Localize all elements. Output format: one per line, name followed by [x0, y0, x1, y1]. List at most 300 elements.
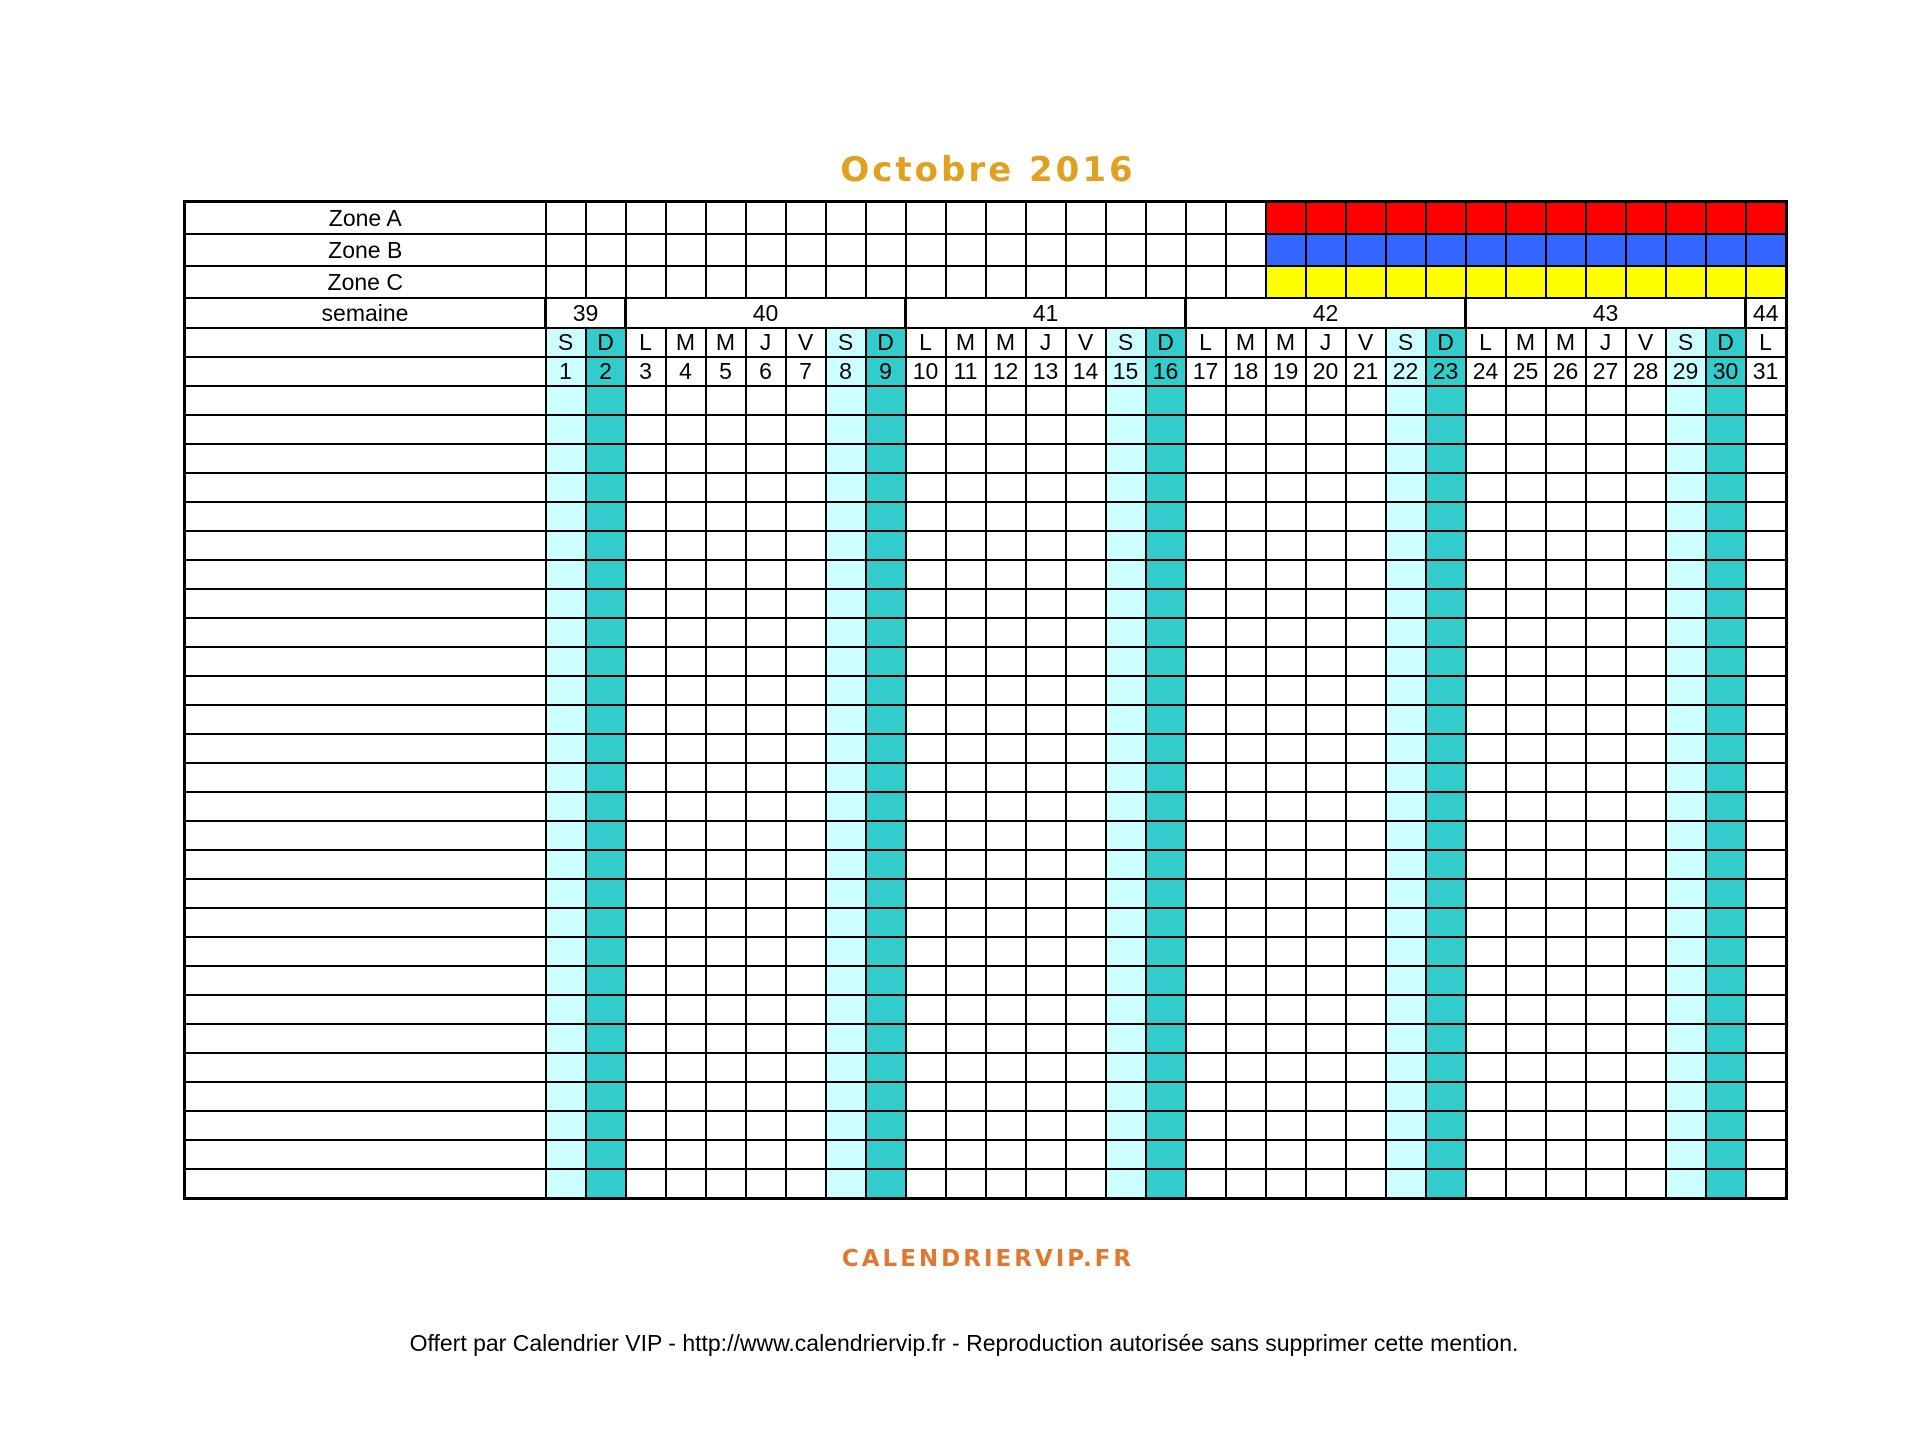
- planning-cell[interactable]: [1226, 850, 1266, 879]
- planning-cell[interactable]: [1146, 531, 1186, 560]
- planning-cell[interactable]: [626, 444, 666, 473]
- planning-cell[interactable]: [946, 676, 986, 705]
- planning-cell[interactable]: [826, 821, 866, 850]
- planning-cell[interactable]: [1266, 937, 1306, 966]
- planning-cell[interactable]: [1386, 589, 1426, 618]
- planning-cell[interactable]: [1426, 908, 1466, 937]
- planning-cell[interactable]: [1466, 415, 1506, 444]
- planning-cell[interactable]: [666, 1169, 706, 1199]
- planning-cell[interactable]: [786, 647, 826, 676]
- planning-cell[interactable]: [1026, 1140, 1066, 1169]
- planning-cell[interactable]: [1146, 1024, 1186, 1053]
- planning-cell[interactable]: [1666, 618, 1706, 647]
- planning-cell[interactable]: [706, 589, 746, 618]
- planning-cell[interactable]: [1746, 502, 1787, 531]
- planning-cell[interactable]: [1146, 1140, 1186, 1169]
- planning-cell[interactable]: [1746, 995, 1787, 1024]
- planning-cell[interactable]: [586, 1111, 626, 1140]
- planning-cell[interactable]: [1746, 1169, 1787, 1199]
- planning-cell[interactable]: [786, 444, 826, 473]
- planning-cell[interactable]: [1346, 502, 1386, 531]
- planning-cell[interactable]: [1266, 908, 1306, 937]
- planning-cell[interactable]: [1666, 444, 1706, 473]
- planning-cell[interactable]: [1586, 1169, 1626, 1199]
- planning-cell[interactable]: [1346, 1082, 1386, 1111]
- planning-cell[interactable]: [946, 618, 986, 647]
- planning-cell[interactable]: [1226, 560, 1266, 589]
- planning-cell[interactable]: [1146, 1053, 1186, 1082]
- planning-cell[interactable]: [1026, 908, 1066, 937]
- planning-cell[interactable]: [1026, 502, 1066, 531]
- planning-cell[interactable]: [746, 473, 786, 502]
- planning-cell[interactable]: [1426, 821, 1466, 850]
- planning-cell[interactable]: [906, 415, 946, 444]
- planning-cell[interactable]: [906, 850, 946, 879]
- planning-cell[interactable]: [746, 879, 786, 908]
- planning-cell[interactable]: [1426, 937, 1466, 966]
- planning-cell[interactable]: [1666, 792, 1706, 821]
- planning-cell[interactable]: [546, 821, 586, 850]
- planning-cell[interactable]: [546, 473, 586, 502]
- planning-cell[interactable]: [866, 1140, 906, 1169]
- planning-cell[interactable]: [666, 386, 706, 415]
- planning-cell[interactable]: [1186, 560, 1226, 589]
- planning-cell[interactable]: [706, 1169, 746, 1199]
- planning-cell[interactable]: [786, 1024, 826, 1053]
- planning-cell[interactable]: [706, 415, 746, 444]
- planning-cell[interactable]: [1746, 589, 1787, 618]
- planning-cell[interactable]: [746, 647, 786, 676]
- planning-cell[interactable]: [946, 966, 986, 995]
- planning-cell[interactable]: [826, 1082, 866, 1111]
- planning-cell[interactable]: [1386, 1053, 1426, 1082]
- planning-cell[interactable]: [706, 879, 746, 908]
- planning-cell[interactable]: [1666, 386, 1706, 415]
- planning-cell[interactable]: [546, 908, 586, 937]
- planning-cell[interactable]: [1506, 589, 1546, 618]
- planning-row-label[interactable]: [185, 1169, 546, 1199]
- planning-cell[interactable]: [786, 386, 826, 415]
- planning-cell[interactable]: [666, 473, 706, 502]
- planning-cell[interactable]: [666, 1053, 706, 1082]
- planning-cell[interactable]: [866, 473, 906, 502]
- planning-cell[interactable]: [546, 1140, 586, 1169]
- planning-cell[interactable]: [666, 1024, 706, 1053]
- planning-cell[interactable]: [1346, 879, 1386, 908]
- planning-cell[interactable]: [1346, 415, 1386, 444]
- planning-cell[interactable]: [1306, 1024, 1346, 1053]
- planning-cell[interactable]: [946, 1024, 986, 1053]
- planning-cell[interactable]: [946, 908, 986, 937]
- planning-cell[interactable]: [1026, 647, 1066, 676]
- planning-cell[interactable]: [1346, 386, 1386, 415]
- planning-cell[interactable]: [786, 676, 826, 705]
- planning-cell[interactable]: [826, 1053, 866, 1082]
- planning-cell[interactable]: [1226, 502, 1266, 531]
- planning-cell[interactable]: [946, 444, 986, 473]
- planning-cell[interactable]: [746, 734, 786, 763]
- planning-cell[interactable]: [1506, 879, 1546, 908]
- planning-cell[interactable]: [1026, 850, 1066, 879]
- planning-cell[interactable]: [1746, 705, 1787, 734]
- planning-cell[interactable]: [1426, 995, 1466, 1024]
- planning-cell[interactable]: [1226, 473, 1266, 502]
- planning-cell[interactable]: [1186, 589, 1226, 618]
- planning-cell[interactable]: [1186, 1169, 1226, 1199]
- planning-cell[interactable]: [1066, 908, 1106, 937]
- planning-cell[interactable]: [666, 937, 706, 966]
- planning-cell[interactable]: [986, 531, 1026, 560]
- planning-cell[interactable]: [1146, 560, 1186, 589]
- planning-cell[interactable]: [586, 966, 626, 995]
- planning-row-label[interactable]: [185, 705, 546, 734]
- planning-cell[interactable]: [626, 415, 666, 444]
- planning-row-label[interactable]: [185, 676, 546, 705]
- planning-cell[interactable]: [1106, 1111, 1146, 1140]
- planning-cell[interactable]: [1426, 734, 1466, 763]
- planning-cell[interactable]: [586, 1053, 626, 1082]
- planning-cell[interactable]: [1186, 705, 1226, 734]
- planning-cell[interactable]: [986, 908, 1026, 937]
- planning-cell[interactable]: [1546, 560, 1586, 589]
- planning-cell[interactable]: [1266, 821, 1306, 850]
- planning-row-label[interactable]: [185, 734, 546, 763]
- planning-cell[interactable]: [546, 995, 586, 1024]
- planning-cell[interactable]: [626, 502, 666, 531]
- planning-cell[interactable]: [1546, 937, 1586, 966]
- planning-cell[interactable]: [1386, 763, 1426, 792]
- planning-cell[interactable]: [1586, 1053, 1626, 1082]
- planning-cell[interactable]: [1266, 850, 1306, 879]
- planning-cell[interactable]: [1346, 995, 1386, 1024]
- planning-cell[interactable]: [746, 676, 786, 705]
- planning-row-label[interactable]: [185, 792, 546, 821]
- planning-cell[interactable]: [946, 647, 986, 676]
- planning-cell[interactable]: [1186, 531, 1226, 560]
- planning-cell[interactable]: [946, 560, 986, 589]
- planning-cell[interactable]: [1026, 560, 1066, 589]
- planning-cell[interactable]: [786, 1082, 826, 1111]
- planning-cell[interactable]: [1426, 705, 1466, 734]
- planning-cell[interactable]: [1426, 560, 1466, 589]
- planning-cell[interactable]: [1386, 821, 1426, 850]
- planning-cell[interactable]: [1586, 821, 1626, 850]
- planning-cell[interactable]: [1146, 734, 1186, 763]
- planning-cell[interactable]: [546, 1082, 586, 1111]
- planning-cell[interactable]: [1186, 908, 1226, 937]
- planning-cell[interactable]: [1346, 1169, 1386, 1199]
- planning-cell[interactable]: [1146, 792, 1186, 821]
- planning-cell[interactable]: [626, 386, 666, 415]
- planning-cell[interactable]: [1586, 589, 1626, 618]
- planning-cell[interactable]: [986, 879, 1026, 908]
- planning-cell[interactable]: [1386, 502, 1426, 531]
- planning-cell[interactable]: [1066, 821, 1106, 850]
- planning-cell[interactable]: [826, 589, 866, 618]
- planning-cell[interactable]: [986, 386, 1026, 415]
- planning-cell[interactable]: [906, 386, 946, 415]
- planning-cell[interactable]: [1706, 444, 1746, 473]
- planning-cell[interactable]: [906, 1053, 946, 1082]
- planning-cell[interactable]: [1546, 531, 1586, 560]
- planning-cell[interactable]: [1266, 589, 1306, 618]
- planning-cell[interactable]: [826, 966, 866, 995]
- planning-row-label[interactable]: [185, 879, 546, 908]
- planning-cell[interactable]: [1266, 1053, 1306, 1082]
- planning-cell[interactable]: [1706, 1082, 1746, 1111]
- planning-cell[interactable]: [1746, 560, 1787, 589]
- planning-cell[interactable]: [586, 618, 626, 647]
- planning-cell[interactable]: [1666, 502, 1706, 531]
- planning-cell[interactable]: [1386, 792, 1426, 821]
- planning-cell[interactable]: [1746, 1024, 1787, 1053]
- planning-cell[interactable]: [986, 676, 1026, 705]
- planning-cell[interactable]: [666, 676, 706, 705]
- planning-cell[interactable]: [786, 1111, 826, 1140]
- planning-cell[interactable]: [1186, 763, 1226, 792]
- planning-cell[interactable]: [906, 560, 946, 589]
- planning-cell[interactable]: [706, 444, 746, 473]
- planning-cell[interactable]: [626, 589, 666, 618]
- planning-cell[interactable]: [666, 734, 706, 763]
- planning-cell[interactable]: [1666, 1053, 1706, 1082]
- planning-cell[interactable]: [1506, 821, 1546, 850]
- planning-cell[interactable]: [666, 792, 706, 821]
- planning-cell[interactable]: [1546, 444, 1586, 473]
- planning-cell[interactable]: [706, 937, 746, 966]
- planning-cell[interactable]: [1226, 1082, 1266, 1111]
- planning-cell[interactable]: [1546, 792, 1586, 821]
- planning-cell[interactable]: [1106, 415, 1146, 444]
- planning-cell[interactable]: [1146, 966, 1186, 995]
- planning-cell[interactable]: [866, 676, 906, 705]
- planning-cell[interactable]: [746, 966, 786, 995]
- planning-cell[interactable]: [1546, 821, 1586, 850]
- planning-cell[interactable]: [666, 879, 706, 908]
- planning-cell[interactable]: [706, 386, 746, 415]
- planning-cell[interactable]: [626, 763, 666, 792]
- planning-cell[interactable]: [986, 792, 1026, 821]
- planning-row-label[interactable]: [185, 763, 546, 792]
- planning-cell[interactable]: [1546, 386, 1586, 415]
- planning-cell[interactable]: [946, 1082, 986, 1111]
- planning-cell[interactable]: [1306, 1111, 1346, 1140]
- planning-cell[interactable]: [1746, 879, 1787, 908]
- planning-cell[interactable]: [626, 1111, 666, 1140]
- planning-cell[interactable]: [706, 1111, 746, 1140]
- planning-cell[interactable]: [1386, 937, 1426, 966]
- planning-cell[interactable]: [1026, 879, 1066, 908]
- planning-cell[interactable]: [986, 647, 1026, 676]
- planning-cell[interactable]: [546, 705, 586, 734]
- planning-cell[interactable]: [1066, 647, 1106, 676]
- planning-cell[interactable]: [1546, 589, 1586, 618]
- planning-cell[interactable]: [866, 821, 906, 850]
- planning-cell[interactable]: [1706, 966, 1746, 995]
- planning-cell[interactable]: [1706, 1169, 1746, 1199]
- planning-cell[interactable]: [986, 995, 1026, 1024]
- planning-cell[interactable]: [906, 444, 946, 473]
- planning-cell[interactable]: [626, 676, 666, 705]
- planning-cell[interactable]: [1186, 850, 1226, 879]
- planning-cell[interactable]: [1066, 1169, 1106, 1199]
- planning-cell[interactable]: [1066, 676, 1106, 705]
- planning-cell[interactable]: [1186, 966, 1226, 995]
- planning-cell[interactable]: [546, 415, 586, 444]
- planning-cell[interactable]: [866, 531, 906, 560]
- planning-cell[interactable]: [1506, 908, 1546, 937]
- planning-cell[interactable]: [1706, 647, 1746, 676]
- planning-cell[interactable]: [706, 763, 746, 792]
- planning-cell[interactable]: [1506, 676, 1546, 705]
- planning-cell[interactable]: [1466, 792, 1506, 821]
- planning-cell[interactable]: [826, 1140, 866, 1169]
- planning-cell[interactable]: [546, 618, 586, 647]
- planning-cell[interactable]: [906, 1169, 946, 1199]
- planning-cell[interactable]: [786, 966, 826, 995]
- planning-cell[interactable]: [626, 879, 666, 908]
- planning-cell[interactable]: [1066, 386, 1106, 415]
- planning-cell[interactable]: [1266, 502, 1306, 531]
- planning-cell[interactable]: [1346, 908, 1386, 937]
- planning-cell[interactable]: [546, 850, 586, 879]
- planning-cell[interactable]: [1066, 560, 1106, 589]
- planning-cell[interactable]: [1146, 995, 1186, 1024]
- planning-cell[interactable]: [1106, 734, 1146, 763]
- planning-cell[interactable]: [1306, 473, 1346, 502]
- planning-cell[interactable]: [1586, 386, 1626, 415]
- planning-cell[interactable]: [1186, 444, 1226, 473]
- planning-cell[interactable]: [1146, 937, 1186, 966]
- planning-row-label[interactable]: [185, 1111, 546, 1140]
- planning-cell[interactable]: [1626, 444, 1666, 473]
- planning-cell[interactable]: [1466, 966, 1506, 995]
- planning-cell[interactable]: [666, 705, 706, 734]
- planning-cell[interactable]: [1666, 821, 1706, 850]
- planning-cell[interactable]: [586, 647, 626, 676]
- planning-cell[interactable]: [1106, 647, 1146, 676]
- planning-cell[interactable]: [1266, 1140, 1306, 1169]
- planning-cell[interactable]: [1666, 473, 1706, 502]
- planning-cell[interactable]: [1106, 966, 1146, 995]
- planning-cell[interactable]: [1666, 966, 1706, 995]
- planning-cell[interactable]: [986, 1140, 1026, 1169]
- planning-cell[interactable]: [1066, 879, 1106, 908]
- planning-cell[interactable]: [1066, 995, 1106, 1024]
- planning-cell[interactable]: [1386, 1111, 1426, 1140]
- planning-cell[interactable]: [906, 821, 946, 850]
- planning-cell[interactable]: [1026, 1024, 1066, 1053]
- planning-cell[interactable]: [786, 937, 826, 966]
- planning-cell[interactable]: [666, 589, 706, 618]
- planning-cell[interactable]: [866, 444, 906, 473]
- planning-cell[interactable]: [826, 618, 866, 647]
- planning-cell[interactable]: [826, 1169, 866, 1199]
- planning-cell[interactable]: [1546, 763, 1586, 792]
- planning-cell[interactable]: [1466, 444, 1506, 473]
- planning-cell[interactable]: [1026, 1111, 1066, 1140]
- planning-cell[interactable]: [1466, 1111, 1506, 1140]
- planning-cell[interactable]: [786, 792, 826, 821]
- planning-cell[interactable]: [706, 995, 746, 1024]
- planning-cell[interactable]: [1346, 821, 1386, 850]
- planning-cell[interactable]: [1026, 618, 1066, 647]
- planning-cell[interactable]: [1586, 792, 1626, 821]
- planning-cell[interactable]: [586, 734, 626, 763]
- planning-cell[interactable]: [1626, 415, 1666, 444]
- planning-cell[interactable]: [1426, 647, 1466, 676]
- planning-cell[interactable]: [1426, 473, 1466, 502]
- planning-cell[interactable]: [1666, 1111, 1706, 1140]
- planning-cell[interactable]: [1586, 502, 1626, 531]
- planning-cell[interactable]: [786, 821, 826, 850]
- planning-cell[interactable]: [1466, 386, 1506, 415]
- planning-cell[interactable]: [1306, 444, 1346, 473]
- planning-cell[interactable]: [946, 473, 986, 502]
- planning-cell[interactable]: [626, 995, 666, 1024]
- planning-cell[interactable]: [626, 734, 666, 763]
- planning-cell[interactable]: [746, 995, 786, 1024]
- planning-cell[interactable]: [1626, 734, 1666, 763]
- planning-cell[interactable]: [1706, 589, 1746, 618]
- planning-cell[interactable]: [1506, 734, 1546, 763]
- planning-cell[interactable]: [1346, 647, 1386, 676]
- planning-row-label[interactable]: [185, 560, 546, 589]
- planning-cell[interactable]: [1266, 531, 1306, 560]
- planning-cell[interactable]: [1506, 560, 1546, 589]
- planning-cell[interactable]: [1626, 1140, 1666, 1169]
- planning-cell[interactable]: [986, 415, 1026, 444]
- planning-cell[interactable]: [1586, 676, 1626, 705]
- planning-cell[interactable]: [1746, 908, 1787, 937]
- planning-row-label[interactable]: [185, 850, 546, 879]
- planning-cell[interactable]: [1146, 705, 1186, 734]
- planning-cell[interactable]: [1066, 1111, 1106, 1140]
- planning-cell[interactable]: [906, 589, 946, 618]
- planning-cell[interactable]: [746, 792, 786, 821]
- planning-cell[interactable]: [1266, 560, 1306, 589]
- planning-cell[interactable]: [1626, 908, 1666, 937]
- planning-cell[interactable]: [1066, 1053, 1106, 1082]
- planning-cell[interactable]: [586, 763, 626, 792]
- planning-cell[interactable]: [1666, 1082, 1706, 1111]
- planning-cell[interactable]: [586, 502, 626, 531]
- planning-cell[interactable]: [1506, 473, 1546, 502]
- planning-cell[interactable]: [866, 995, 906, 1024]
- planning-cell[interactable]: [1466, 850, 1506, 879]
- planning-cell[interactable]: [1026, 1169, 1066, 1199]
- planning-cell[interactable]: [786, 473, 826, 502]
- planning-cell[interactable]: [866, 647, 906, 676]
- planning-cell[interactable]: [626, 1053, 666, 1082]
- planning-cell[interactable]: [1266, 647, 1306, 676]
- planning-cell[interactable]: [1066, 473, 1106, 502]
- planning-cell[interactable]: [1346, 1111, 1386, 1140]
- planning-cell[interactable]: [1266, 618, 1306, 647]
- planning-cell[interactable]: [1066, 1140, 1106, 1169]
- planning-cell[interactable]: [1546, 618, 1586, 647]
- planning-cell[interactable]: [1506, 502, 1546, 531]
- planning-cell[interactable]: [1346, 473, 1386, 502]
- planning-cell[interactable]: [786, 850, 826, 879]
- planning-cell[interactable]: [1546, 966, 1586, 995]
- planning-cell[interactable]: [1026, 1082, 1066, 1111]
- planning-cell[interactable]: [1666, 415, 1706, 444]
- planning-cell[interactable]: [1226, 415, 1266, 444]
- planning-cell[interactable]: [1306, 502, 1346, 531]
- planning-cell[interactable]: [1026, 1053, 1066, 1082]
- planning-cell[interactable]: [666, 908, 706, 937]
